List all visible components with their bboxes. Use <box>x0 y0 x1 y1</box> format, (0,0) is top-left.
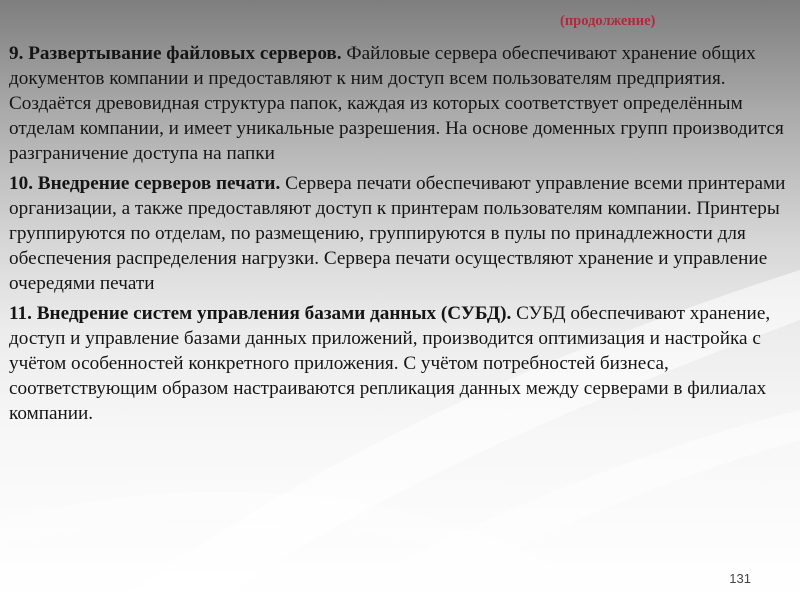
paragraph-text: Сервера печати обеспечивают управление всеми принтерами организации, а также предоставляют доступ к принтерам пользователям компании. Принтеры группируются по отделам, по размещению, группируются в пулы по принадлежности для обеспечения распределения нагрузки. Сервера печати осуществляют хранение и управление очередями печати <box>9 173 786 294</box>
paragraph-dbms <box>9 301 797 426</box>
paragraph-heading: 9. Развертывание файловых серверов. <box>9 43 342 64</box>
paragraph-print-servers <box>9 171 797 296</box>
continued-label: (продолжение) <box>560 13 656 29</box>
paragraph-heading: 10. Внедрение серверов печати. <box>9 173 281 194</box>
paragraph-file-servers <box>9 41 797 166</box>
slide-content <box>9 41 797 431</box>
page-number: 131 <box>729 571 751 586</box>
paragraph-text: Файловые сервера обеспечивают хранение общих документов компании и предоставляют к ним доступ всем пользователям предприятия. Создаётся древовидная структура папок, каждая из которых соответствует определённым отделам компании, и имеет уникальные разрешения. На основе доменных групп производится разграничение доступа на папки <box>9 43 784 164</box>
paragraph-text: СУБД обеспечивают хранение, доступ и управление базами данных приложений, производится оптимизация и настройка с учётом особенностей конкретного приложения. С учётом потребностей бизнеса, соответствующим образом настраиваются репликация данных между серверами в филиалах компании. <box>9 303 771 424</box>
paragraph-heading: 11. Внедрение систем управления базами данных (СУБД). <box>9 303 512 324</box>
